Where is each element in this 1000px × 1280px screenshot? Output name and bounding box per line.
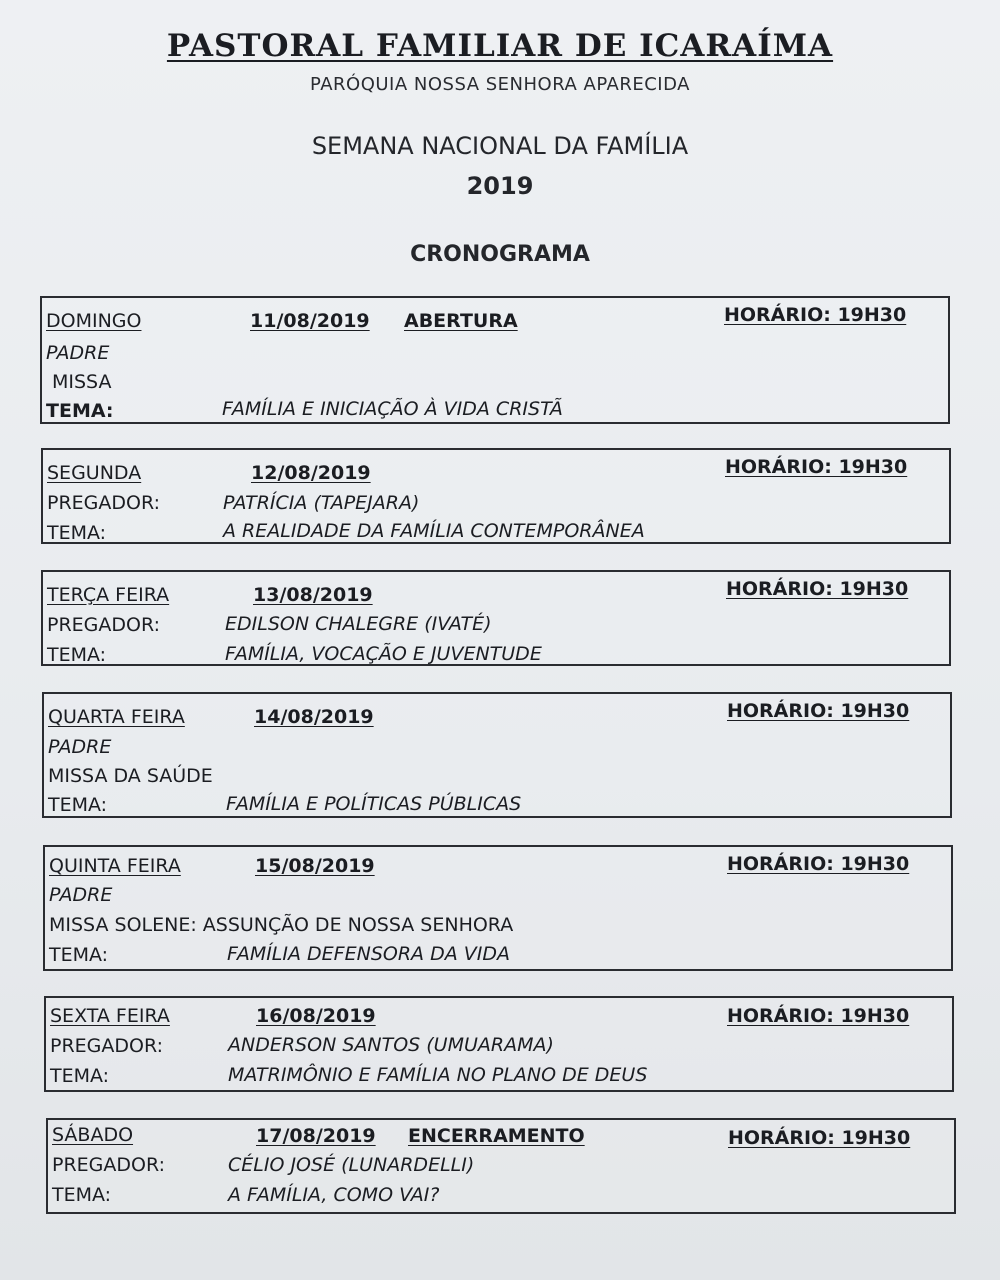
event-time: HORÁRIO: 19H30: [728, 1127, 911, 1149]
event-year: 2019: [466, 172, 534, 200]
day-name: SEGUNDA: [47, 462, 142, 484]
event-date: 14/08/2019: [254, 706, 374, 728]
pregador-value: ANDERSON SANTOS (UMUARAMA): [228, 1034, 554, 1056]
event-date: 11/08/2019: [250, 310, 370, 332]
event-time: HORÁRIO: 19H30: [725, 456, 908, 478]
pregador-value: EDILSON CHALEGRE (IVATÉ): [225, 613, 492, 635]
schedule-box-terca: [41, 570, 951, 666]
tema-label: TEMA:: [50, 1065, 110, 1087]
tema-value: A REALIDADE DA FAMÍLIA CONTEMPORÂNEA: [223, 520, 645, 542]
schedule-box-quarta: [42, 692, 952, 818]
day-name: QUINTA FEIRA: [49, 855, 181, 877]
event-title: SEMANA NACIONAL DA FAMÍLIA: [311, 132, 689, 160]
event-date: 15/08/2019: [255, 855, 375, 877]
schedule-box-sabado: [46, 1118, 956, 1214]
celebrant: PADRE: [49, 884, 113, 906]
tema-label: TEMA:: [47, 522, 107, 544]
tema-value: A FAMÍLIA, COMO VAI?: [228, 1184, 440, 1206]
day-name: DOMINGO: [46, 310, 142, 332]
event-time: HORÁRIO: 19H30: [727, 700, 910, 722]
day-name: TERÇA FEIRA: [47, 584, 170, 606]
tema-value: FAMÍLIA E INICIAÇÃO À VIDA CRISTÃ: [222, 398, 563, 420]
pregador-label: PREGADOR:: [47, 492, 160, 514]
schedule-box-sexta: [44, 996, 954, 1092]
pregador-label: PREGADOR:: [47, 614, 160, 636]
tema-value: FAMÍLIA, VOCAÇÃO E JUVENTUDE: [225, 643, 542, 665]
pregador-label: PREGADOR:: [50, 1035, 163, 1057]
celebrant: PADRE: [46, 342, 110, 364]
schedule-box-domingo: [40, 296, 950, 424]
page-title: PASTORAL FAMILIAR DE ICARAÍMA: [166, 28, 834, 64]
event-time: HORÁRIO: 19H30: [724, 304, 907, 326]
parish-name: PARÓQUIA NOSSA SENHORA APARECIDA: [310, 74, 690, 95]
event-tag: ABERTURA: [404, 310, 518, 332]
event-date: 16/08/2019: [256, 1005, 376, 1027]
event-date: 13/08/2019: [253, 584, 373, 606]
celebration: MISSA DA SAÚDE: [48, 765, 213, 787]
day-name: SÁBADO: [52, 1124, 134, 1146]
pregador-label: PREGADOR:: [52, 1154, 165, 1176]
tema-value: MATRIMÔNIO E FAMÍLIA NO PLANO DE DEUS: [228, 1064, 648, 1086]
pregador-value: PATRÍCIA (TAPEJARA): [223, 492, 420, 514]
tema-label: TEMA:: [52, 1184, 112, 1206]
event-date: 17/08/2019: [256, 1125, 376, 1147]
day-name: SEXTA FEIRA: [50, 1005, 170, 1027]
event-time: HORÁRIO: 19H30: [726, 578, 909, 600]
event-time: HORÁRIO: 19H30: [727, 853, 910, 875]
event-tag: ENCERRAMENTO: [408, 1125, 585, 1147]
tema-label: TEMA:: [46, 400, 114, 422]
event-date: 12/08/2019: [251, 462, 371, 484]
schedule-box-segunda: [41, 448, 951, 544]
day-name: QUARTA FEIRA: [48, 706, 185, 728]
celebrant: PADRE: [48, 736, 112, 758]
celebration: MISSA SOLENE: ASSUNÇÃO DE NOSSA SENHORA: [49, 914, 514, 936]
tema-label: TEMA:: [48, 794, 108, 816]
section-heading: CRONOGRAMA: [410, 242, 590, 267]
celebration: MISSA: [52, 371, 112, 393]
event-time: HORÁRIO: 19H30: [727, 1005, 910, 1027]
schedule-box-quinta: [43, 845, 953, 971]
tema-label: TEMA:: [49, 944, 109, 966]
pregador-value: CÉLIO JOSÉ (LUNARDELLI): [228, 1154, 475, 1176]
tema-label: TEMA:: [47, 644, 107, 666]
tema-value: FAMÍLIA DEFENSORA DA VIDA: [227, 943, 510, 965]
tema-value: FAMÍLIA E POLÍTICAS PÚBLICAS: [226, 793, 522, 815]
